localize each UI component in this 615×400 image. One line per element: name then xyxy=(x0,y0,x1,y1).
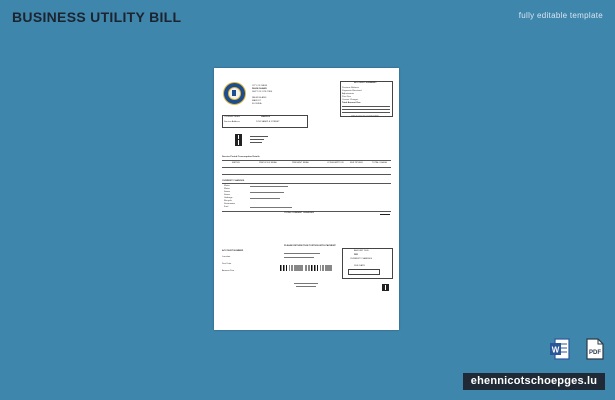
payment-barcode xyxy=(280,265,332,271)
customer-label: Customer Name xyxy=(224,116,240,118)
col-header: TOTAL USAGE xyxy=(372,162,388,164)
charge-item: Sewer xyxy=(224,191,231,193)
pdf-document-icon xyxy=(584,338,606,360)
remit-box-line: CURRENT CHARGES xyxy=(350,258,373,260)
org-line: PALM ISLAND xyxy=(252,88,267,90)
page-subtitle: fully editable template xyxy=(518,11,603,20)
charge-item: Garbage xyxy=(224,197,233,199)
utility-bill-document xyxy=(214,68,399,330)
qr-code xyxy=(235,139,242,146)
col-header: CONSUMPTION xyxy=(327,162,344,164)
word-document-icon xyxy=(549,338,571,360)
remit-box-line: DUE DATE xyxy=(354,265,365,267)
customer-name-value: SAMPLE xyxy=(261,116,271,118)
charges-heading: CURRENT CHARGES xyxy=(222,180,245,182)
summary-row: Previous Balance xyxy=(342,87,360,89)
charge-item: Fuel xyxy=(224,206,229,208)
remit-label: Location xyxy=(222,256,231,258)
summary-row: Adjustments xyxy=(342,93,355,95)
org-line: FLORIDA xyxy=(252,103,262,105)
col-header: PRESENT READ xyxy=(292,162,309,164)
remit-box-line: PAY xyxy=(354,254,359,256)
summary-row: Payments Received xyxy=(342,90,362,92)
org-line: PALM ISLAND xyxy=(252,97,267,99)
pdf-label: PDF xyxy=(589,350,601,356)
qr-code xyxy=(382,284,389,291)
charge-item: Water xyxy=(224,185,230,187)
charge-item: Sewer xyxy=(224,194,231,196)
org-line: MAIN ST xyxy=(252,100,261,102)
org-line: CITY OF PALM xyxy=(252,85,267,87)
remit-label: Due Date xyxy=(222,263,232,265)
service-address-label: Service Address xyxy=(224,121,240,123)
service-address-value: 1234 SAMPLE STREET xyxy=(256,121,280,123)
remit-label: ACCOUNT NUMBER xyxy=(222,250,244,252)
brand-banner: ehennicotschoepges.lu xyxy=(463,373,605,390)
amount-entry-field xyxy=(348,269,380,275)
remit-label: Amount Due xyxy=(222,270,235,272)
summary-row: Past Due xyxy=(342,96,351,98)
col-header: PREVIOUS READ xyxy=(259,162,277,164)
summary-row: Total Amount Due xyxy=(342,102,361,104)
col-header: METER xyxy=(232,162,240,164)
col-header: MULTIPLIER xyxy=(350,162,363,164)
summary-row: Current Charges xyxy=(342,99,359,101)
word-letter: W xyxy=(551,345,560,355)
city-seal-logo xyxy=(223,82,246,105)
page-title: BUSINESS UTILITY BILL xyxy=(12,9,182,25)
message-label: MESSAGE TO CUSTOMER xyxy=(351,116,379,118)
charge-item: Stormwater xyxy=(224,203,236,205)
org-line: DEPT OF UTILITIES xyxy=(252,91,273,93)
table-heading: Service Period Consumption Details xyxy=(222,156,260,158)
remit-title: PLEASE RETURN THIS PORTION WITH PAYMENT xyxy=(284,245,336,247)
charge-item: Water xyxy=(224,188,230,190)
remit-box-line: AMOUNT DUE xyxy=(354,250,369,252)
total-charges-label: TOTAL CURRENT CHARGES xyxy=(284,212,314,214)
charge-item: Recycle xyxy=(224,200,232,202)
summary-title: ACCOUNT SUMMARY xyxy=(354,82,377,84)
